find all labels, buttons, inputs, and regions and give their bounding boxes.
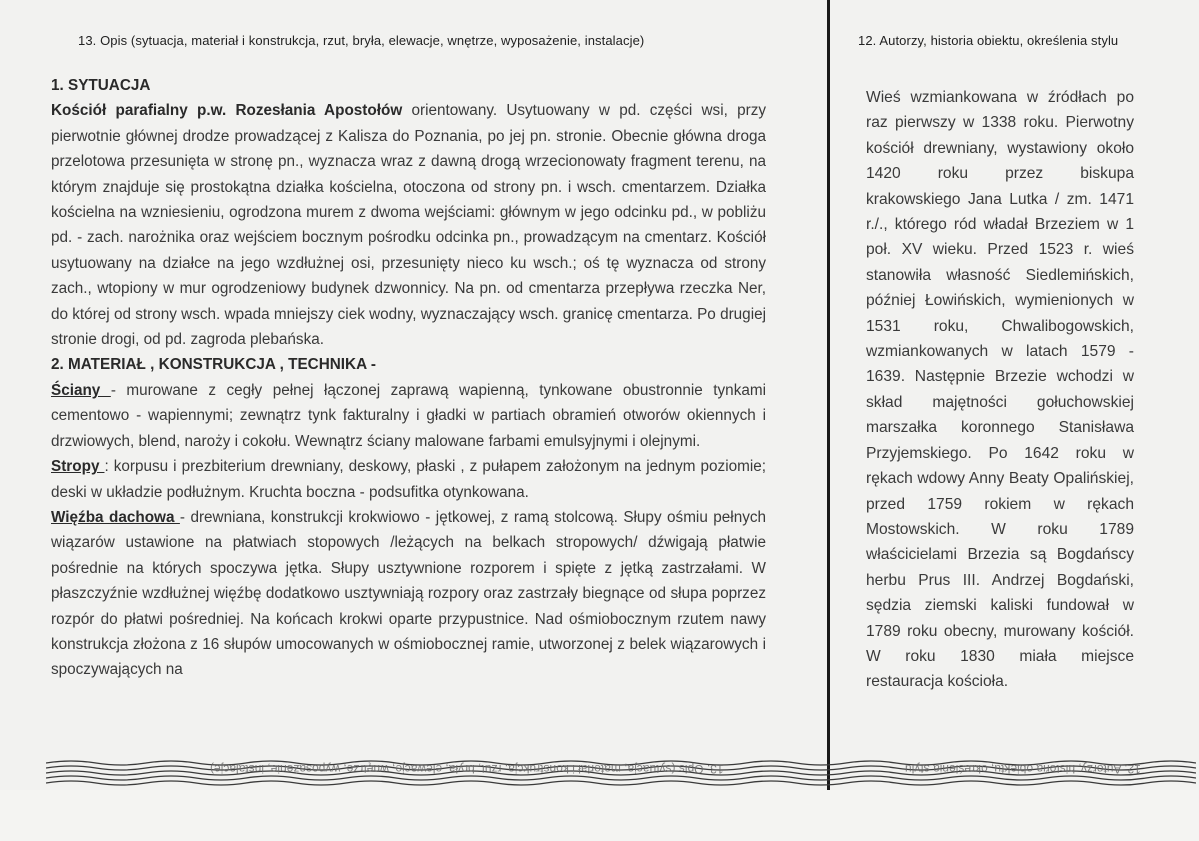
history-text: Wieś wzmiankowana w źródłach po raz pierwszy w 1338 roku. Pierwotny kościół drewniany, wystawiony około 1420 roku przez biskupa krakowskiego Jana Lutka / zm. 1471 r./., którego ród władał Brzeziem w 1 poł. XV wieku. Przed 1523 r. wieś stanowiła własność Siedlemińskich, później Łowińskich, wymienionych w 1531 roku, Chwalibogowskich, wzmiankowanych w latach 1579 - 1639. Następnie Brzezie wchodzi w skład majętności gołuchowskiej marszałka koronnego Stanisława Przyjemskiego. Po 1642 roku w rękach wdowy Anny Beaty Opalińskiej, przed 1759 rokiem w rękach Mostowskich. W roku 1789 właścicielami Brzezia są Bogdańscy herbu Prus III. Andrzej Bogdański, sędzia ziemski kaliski fundował w 1789 roku obecny, murowany kościół. W roku 1830 miała miejsce restauracja kościoła. [866,89,1134,691]
column-divider [827,0,830,790]
walls-text: - murowane z cegły pełnej łączonej zaprawą wapienną, tynkowane obustronnie tynkami cementowo - wapiennymi; zewnątrz tynk fakturalny i gładki w partiach obramień otworów okiennych i drzwiowych, blend, naroży i cokołu. Wewnątrz ściany malowane farbami emulsyjnymi i olejnymi. [51,381,766,450]
situation-text: orientowany. Usytuowany w pd. części wsi, przy pierwotnie głównej drodze prowadzącej z Kalisza do Poznania, po jej pn. stronie. Obecnie główna droga przelotowa przesunięta w stronę pn., wyznacza wraz z dawną drogą wrzecionowaty fragment terenu, na którym znajduje się prostokątna działka kościelna, otoczona od strony pn. i wsch. cmentarzem. Działka kościelna na wzniesieniu, ogrodzona murem z dwoma wejściami: głównym w jego odcinku pd., w pobliżu pd. - zach. narożnika oraz wejściem bocznym pośrodku odcinka pn., prowadzącym na cmentarz. Kościół usytuowany na działce na jego wzdłużnej osi, przesunięty nieco ku wsch.; oś tę wyznacza od strony zach., wtopiony w mur ogrodzeniowy budynek dzwonnicy. Na pn. od cmentarza przepływa rzeczka Ner, do której od strony wsch. wpada mniejszy ciek wodny, wyznaczający wsch. granicę cmentarza. Po drugiej stronie drogi, od pd. zagroda plebańska. [51,102,766,349]
roof-paragraph [51,505,766,683]
church-name: Kościół parafialny p.w. Rozesłania Apostołów [51,102,403,120]
description-text [51,73,766,683]
walls-label: Ściany [51,381,111,399]
section-title-situation: 1. SYTUACJA [51,77,151,94]
left-column-header: 13. Opis (sytuacja, materiał i konstrukcja, rzut, bryła, elewacje, wnętrze, wyposażenie, instalacje) [78,33,645,48]
situation-paragraph [51,98,766,352]
roof-label: Więźba dachowa [51,508,180,526]
ceilings-label: Stropy [51,458,105,476]
ceilings-text: : korpusu i prezbiterium drewniany, deskowy, płaski , z pułapem założonym na jednym poziomie; deski w układzie podłużnym. Kruchta boczna - podsufitka otynkowana. [51,458,766,501]
ceilings-paragraph [51,454,766,505]
roof-text: - drewniana, konstrukcji krokwiowo - jętkowej, z ramą stolcową. Słupy ośmiu pełnych wiązarów ustawione na płatwiach stopowych /leżących na belkach stropowych/ dźwigają płatwie pośrednie na których spoczywa jętka. Słupy usztywnione rozporem i spięte z jętką zastrzałami. W płaszczyźnie wzdłużnej więźbę dodatkowo usztywniają rozpory oraz zastrzały biegnące od słupa poprzez rozpór do płatwi pośredniej. Na końcach krokwi oparte przypustnice. Nad ośmiobocznym rzutem nawy konstrukcja złożona z 16 słupów umocowanych w ośmiobocznej ramie, utworzonej z belek wiązarowych i spoczywających na [51,508,767,679]
bottom-margin [0,790,1199,841]
right-column-header: 12. Autorzy, historia obiektu, określenia stylu [858,33,1119,48]
walls-paragraph [51,378,766,454]
mirrored-header-left: 13. Opis (sytuacja, materiał i konstrukcja, rzut, bryła, elewacje, wnętrze, wyposażenie, instalacje) [210,762,724,776]
mirrored-header-right: 12. Autorzy, historia obiektu, określenia stylu [905,762,1141,776]
section-title-material: 2. MATERIAŁ , KONSTRUKCJA , TECHNIKA - [51,356,376,374]
